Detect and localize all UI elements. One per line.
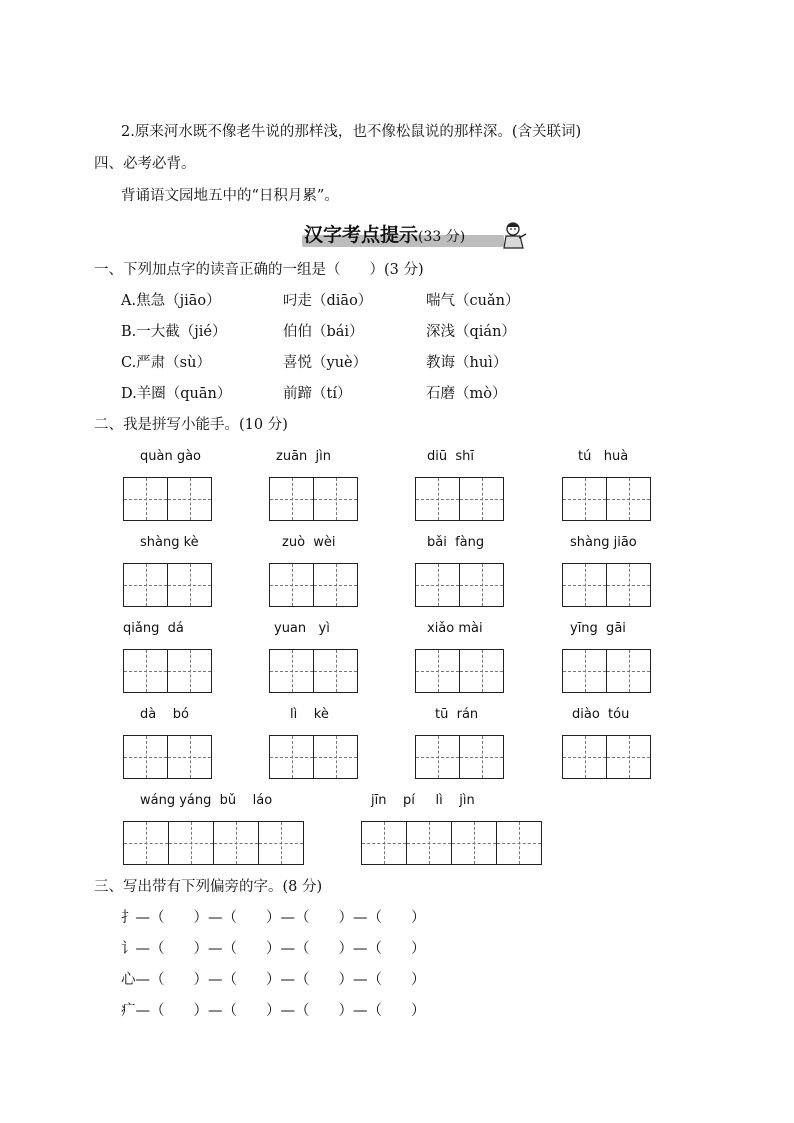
writing-grid[interactable] <box>415 563 504 607</box>
writing-grid[interactable] <box>562 563 651 607</box>
section-4-instruction: 背诵语文园地五中的“日积月累”。 <box>121 188 339 204</box>
pinyin: qiǎng dá <box>123 621 184 636</box>
pinyin: jīn pí lì jìn <box>371 793 475 808</box>
cartoon-figure-icon <box>500 220 528 250</box>
q1-option-a-2: 叼走（diāo） <box>283 293 373 309</box>
sentence-2: 2.原来河水既不像老牛说的那样浅，也不像松鼠说的那样深。(含关联词) <box>121 124 582 140</box>
writing-grid[interactable] <box>562 477 651 521</box>
pinyin: lì kè <box>290 707 329 722</box>
writing-grid[interactable] <box>361 821 542 865</box>
writing-grid[interactable] <box>123 821 304 865</box>
q1-option-a-3: 喘气（cuǎn） <box>426 293 520 309</box>
pinyin: quàn gào <box>140 449 202 464</box>
q1-option-c-3: 教诲（huì） <box>426 355 508 371</box>
writing-grid[interactable] <box>269 563 358 607</box>
writing-grid[interactable] <box>562 649 651 693</box>
q2-title: 二、我是拼写小能手。(10 分) <box>94 417 288 433</box>
pinyin: shàng kè <box>140 535 199 550</box>
writing-grid[interactable] <box>269 735 358 779</box>
q3-radical-row: 扌—（ ）—（ ）—（ ）—（ ） <box>121 910 426 926</box>
q3-title: 三、写出带有下列偏旁的字。(8 分) <box>94 879 323 895</box>
pinyin: tú huà <box>578 449 629 464</box>
q1-option-a-1: A.焦急（jiāo） <box>121 293 221 309</box>
q1-option-b-2: 伯伯（bái） <box>283 324 364 340</box>
pinyin: wáng yáng bǔ láo <box>140 793 273 808</box>
pinyin: yīng gāi <box>570 621 626 636</box>
pinyin: shàng jiāo <box>570 535 637 550</box>
q3-radical-row: 心—（ ）—（ ）—（ ）—（ ） <box>121 972 426 988</box>
pinyin: diào tóu <box>572 707 630 722</box>
writing-grid[interactable] <box>123 735 212 779</box>
writing-grid[interactable] <box>269 477 358 521</box>
writing-grid[interactable] <box>269 649 358 693</box>
writing-grid[interactable] <box>562 735 651 779</box>
writing-grid[interactable] <box>415 735 504 779</box>
pinyin: zuò wèi <box>282 535 336 550</box>
writing-grid[interactable] <box>415 477 504 521</box>
q1-option-c-2: 喜悦（yuè） <box>283 355 368 371</box>
banner-title: 汉字考点提示(33 分) <box>304 224 466 246</box>
pinyin: diū shī <box>427 449 474 464</box>
q1-title: 一、下列加点字的读音正确的一组是（ ）(3 分) <box>94 262 424 278</box>
q1-option-c-1: C.严肃（sù） <box>121 355 211 371</box>
pinyin: bǎi fàng <box>427 535 485 550</box>
writing-grid[interactable] <box>415 649 504 693</box>
section-banner <box>296 218 532 252</box>
writing-grid[interactable] <box>123 477 212 521</box>
pinyin: dà bó <box>140 707 189 722</box>
q1-option-b-3: 深浅（qián） <box>426 324 516 340</box>
q3-radical-row: 疒—（ ）—（ ）—（ ）—（ ） <box>121 1003 426 1019</box>
writing-grid[interactable] <box>123 563 212 607</box>
q1-option-d-3: 石磨（mò） <box>426 386 507 402</box>
section-4-heading: 四、必考必背。 <box>94 156 196 172</box>
writing-grid[interactable] <box>123 649 212 693</box>
pinyin: tū rán <box>435 707 479 722</box>
q1-option-d-1: D.羊圈（quān） <box>121 386 232 402</box>
q3-radical-row: 讠—（ ）—（ ）—（ ）—（ ） <box>121 941 426 957</box>
pinyin: xiǎo mài <box>427 621 483 636</box>
q1-option-d-2: 前蹄（tí） <box>283 386 352 402</box>
pinyin: yuan yì <box>274 621 330 636</box>
pinyin: zuān jìn <box>276 449 331 464</box>
q1-option-b-1: B.一大截（jié） <box>121 324 227 340</box>
